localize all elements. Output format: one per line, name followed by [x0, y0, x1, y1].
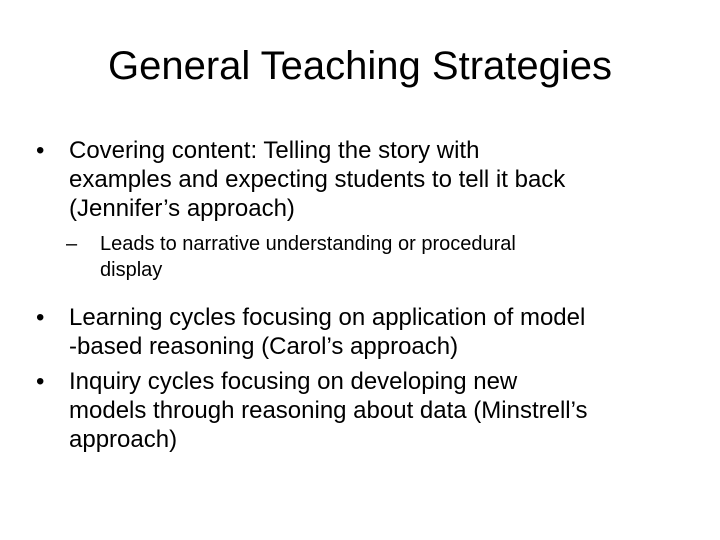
bullet-learning-cycles [36, 303, 700, 361]
bullet-line: Learning cycles focusing on application of model [69, 304, 586, 331]
bullet-covering-content [36, 136, 700, 223]
sub-bullet-narrative-understanding [36, 231, 700, 283]
bullet-marker: • [36, 137, 45, 164]
slide-title: General Teaching Strategies [107, 44, 613, 88]
bullet-line: models through reasoning about data (Minstrell’s [69, 397, 588, 424]
sub-bullet-marker: – [66, 233, 78, 255]
bullet-line: approach) [69, 426, 178, 453]
slide-body [36, 136, 700, 454]
bullet-line: Inquiry cycles focusing on developing new [69, 368, 518, 395]
bullet-line: -based reasoning (Carol’s approach) [69, 333, 459, 360]
bullet-line: Covering content: Telling the story with [69, 137, 480, 164]
sub-bullet-line: Leads to narrative understanding or procedural [100, 233, 516, 255]
bullet-marker: • [36, 368, 45, 395]
bullet-line: (Jennifer’s approach) [69, 195, 295, 222]
bullet-line: examples and expecting students to tell it back [69, 166, 566, 193]
bullet-marker: • [36, 304, 45, 331]
bullet-inquiry-cycles [36, 367, 700, 454]
sub-bullet-line: display [100, 259, 163, 281]
